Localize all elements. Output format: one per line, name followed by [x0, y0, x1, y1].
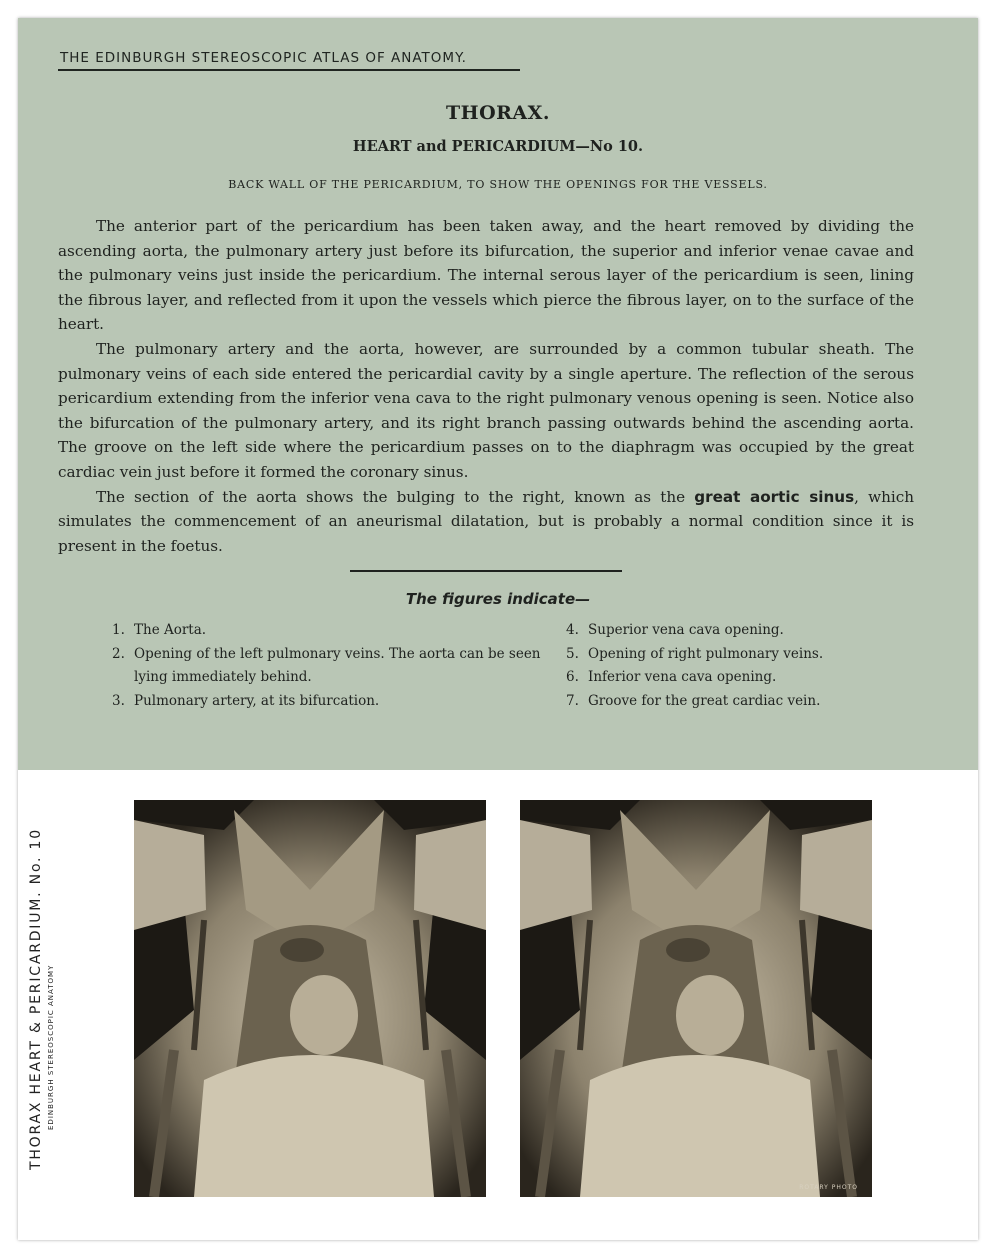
list-item: [566, 643, 926, 667]
item-number: 5.: [566, 645, 579, 662]
list-item: [112, 619, 552, 643]
side-label-publisher: EDINBURGH STEREOSCOPIC ANATOMY: [47, 964, 55, 1130]
photo-credit: ROTARY PHOTO: [799, 1184, 858, 1191]
item-text: Inferior vena cava opening.: [588, 669, 777, 685]
item-number: 6.: [566, 669, 579, 685]
list-item: [112, 643, 552, 690]
emphasis-term: great aortic sinus: [694, 487, 855, 506]
plate-caption: BACK WALL OF THE PERICARDIUM, TO SHOW THE OPENINGS FOR THE VESSELS.: [228, 178, 768, 191]
dissection-photo: [134, 800, 486, 1197]
description-text: [58, 214, 914, 558]
section-title: THORAX.: [445, 102, 551, 124]
list-item: [566, 690, 926, 714]
item-number: 3.: [112, 692, 125, 709]
paragraph: The pulmonary artery and the aorta, however, are surrounded by a common tubular sheath. The pulmonary veins of each side entered the pericardial cavity by a single aperture. The reflection of the serous pericardium extending from the inferior vena cava to the right pulmonary venous opening is seen. Notice also the bifurcation of the pulmonary artery, and its right branch passing outwards behind the ascending aorta. The groove on the left side where the pericardium passes on to the diaphragm was occupied by the great cardiac vein just before it formed the coronary sinus.: [58, 339, 914, 481]
figures-list-left: [112, 619, 552, 713]
item-number: 4.: [566, 622, 579, 638]
side-label: [28, 810, 78, 1170]
paragraph-text: , which simulates the commencement of an aneurismal dilatation, but is probably a normal condition since it is present in the foetus.: [58, 487, 915, 555]
plate-title: HEART and PERICARDIUM—No 10.: [352, 138, 644, 155]
list-item: [112, 690, 552, 714]
stereo-photo-right: [520, 800, 872, 1197]
description-panel: [18, 18, 978, 770]
item-number: 7.: [566, 692, 579, 709]
item-text: Groove for the great cardiac vein.: [588, 692, 821, 709]
list-item: [566, 666, 926, 690]
item-number: 1.: [112, 622, 125, 638]
divider: [350, 570, 622, 572]
paragraph: The anterior part of the pericardium has been taken away, and the heart removed by dividing the ascending aorta, the pulmonary artery just before its bifurcation, the superior and inferior venae cavae and the pulmonary veins just inside the pericardium. The internal serous layer of the pericardium is seen, lining the fibrous layer, and reflected from it upon the vessels which pierce the fibrous layer, on to the surface of the heart.: [58, 217, 914, 334]
figures-list-right: [566, 619, 926, 713]
item-text: Opening of the left pulmonary veins. The aorta can be seen lying immediately behind.: [134, 645, 541, 685]
series-title: THE EDINBURGH STEREOSCOPIC ATLAS OF ANATOMY.: [60, 50, 467, 66]
figures-heading: The figures indicate—: [405, 590, 591, 608]
dissection-photo: [520, 800, 872, 1197]
item-text: Opening of right pulmonary veins.: [588, 645, 824, 662]
item-number: 2.: [112, 645, 125, 662]
series-title-underline: [58, 69, 520, 71]
item-text: Pulmonary artery, at its bifurcation.: [134, 692, 380, 709]
paragraph-text: The section of the aorta shows the bulging to the right, known as the: [96, 487, 695, 506]
list-item: [566, 619, 926, 643]
item-text: Superior vena cava opening.: [588, 622, 784, 638]
stereo-photo-left: [134, 800, 486, 1197]
item-text: The Aorta.: [134, 622, 207, 638]
paragraph: [58, 485, 914, 559]
side-label-title: THORAX HEART & PERICARDIUM. No. 10: [28, 828, 44, 1170]
